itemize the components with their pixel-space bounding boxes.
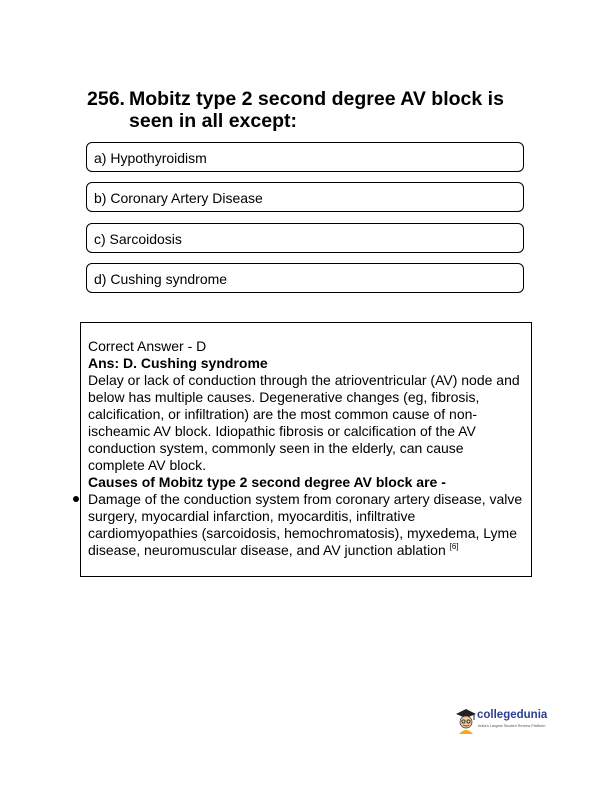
- question-text: Mobitz type 2 second degree AV block is seen in all except:: [129, 88, 504, 132]
- option-d[interactable]: [86, 263, 524, 293]
- question-number: 256.: [87, 88, 125, 110]
- option-b-label: b) Coronary Artery Disease: [94, 190, 263, 206]
- collegedunia-logo: [455, 706, 570, 738]
- option-c[interactable]: [86, 223, 524, 253]
- option-a[interactable]: [86, 142, 524, 172]
- logo-brand-text: collegedunia: [477, 709, 548, 721]
- answer-box: [80, 322, 532, 577]
- answer-title: Ans: D. Cushing syndrome: [88, 355, 268, 371]
- causes-heading: Causes of Mobitz type 2 second degree AV block are -: [88, 474, 446, 490]
- bullet-icon: [73, 496, 79, 502]
- correct-answer: Correct Answer - D: [88, 338, 207, 354]
- causes-list-item: [88, 491, 524, 559]
- causes-text: Damage of the conduction system from coronary artery disease, valve surgery, myocardial infarction, myocarditis, infiltrative cardiomyopathies (sarcoidosis, hemochromatosis), myxedema, Lyme disease, neuromuscular disease, and AV junction ablation: [88, 491, 523, 558]
- logo-tagline: India's Largest Student Review Platform: [478, 724, 546, 728]
- option-c-label: c) Sarcoidosis: [94, 231, 182, 247]
- reference-marker: [6]: [449, 542, 459, 551]
- option-a-label: a) Hypothyroidism: [94, 150, 207, 166]
- option-b[interactable]: [86, 182, 524, 212]
- graduate-mascot-icon: [455, 708, 477, 734]
- answer-explanation: Delay or lack of conduction through the atrioventricular (AV) node and below has multiple causes. Degenerative changes (eg, fibrosis, calcification, or infiltration) are the most common cause of non-ischeamic AV block. Idiopathic fibrosis or calcification of the AV conduction system, commonly seen in the elderly, can cause complete AV block.: [88, 372, 520, 473]
- option-d-label: d) Cushing syndrome: [94, 271, 228, 287]
